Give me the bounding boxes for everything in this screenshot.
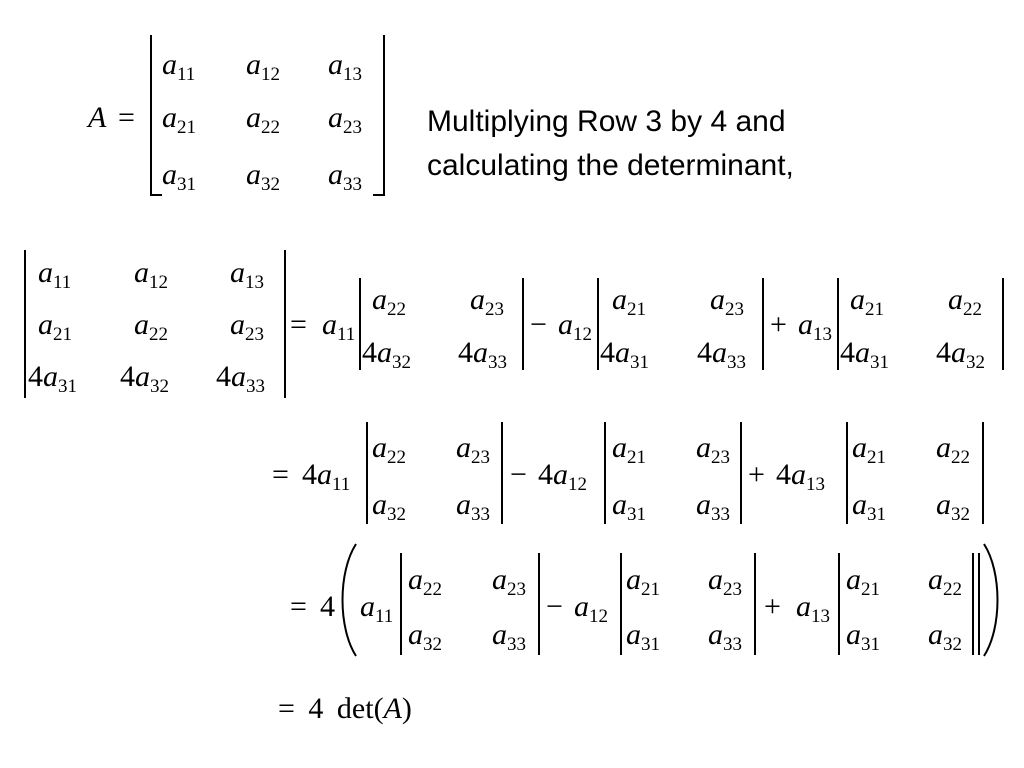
det-bar-right (284, 250, 286, 398)
coef-a13-1: $a_{13}$ (798, 308, 832, 345)
l2-m2-a31: $a_{31}$ (612, 488, 646, 525)
l3-m1-a33: $a_{33}$ (492, 618, 526, 655)
coef-4a13-2: $4a_{13}$ (776, 458, 825, 495)
entry-a12: $a_{12}$ (246, 48, 280, 85)
eq-1: = (290, 308, 307, 341)
m1-4a33: $4a_{33}$ (458, 336, 507, 373)
l3-m3-a21: $a_{21}$ (846, 563, 880, 600)
paren-right (980, 542, 1004, 658)
paren-left (336, 542, 360, 658)
m1-a22: $a_{22}$ (372, 283, 406, 320)
big-a21: $a_{21}$ (38, 308, 72, 345)
m1-a23: $a_{23}$ (470, 283, 504, 320)
minor1-bar-left (359, 278, 361, 370)
eq-2: = (272, 458, 289, 491)
l2-m1-a23: $a_{23}$ (456, 431, 490, 468)
entry-a21: $a_{21}$ (162, 101, 196, 138)
l2-minor2-bar-left (604, 422, 606, 524)
l2-m2-a33: $a_{33}$ (696, 488, 730, 525)
coef-a12-1: $a_{12}$ (558, 308, 592, 345)
entry-a31: $a_{31}$ (162, 158, 196, 195)
l2-m1-a33: $a_{33}$ (456, 488, 490, 525)
l3-m3-a22: $a_{22}$ (928, 563, 962, 600)
entry-a32: $a_{32}$ (246, 158, 280, 195)
l2-m3-a31: $a_{31}$ (852, 488, 886, 525)
minus-2: − (510, 458, 527, 491)
entry-a33: $a_{33}$ (328, 158, 362, 195)
l3-m2-a21: $a_{21}$ (626, 563, 660, 600)
l2-minor1-bar-right (501, 422, 503, 524)
det-bar-left (24, 250, 26, 398)
minor3-bar-right (1002, 278, 1004, 370)
eq-3: = (290, 590, 307, 623)
coef-a12-3: $a_{12}$ (574, 590, 608, 627)
entry-a13: $a_{13}$ (328, 48, 362, 85)
big-a11: $a_{11}$ (38, 256, 72, 293)
minor2-bar-right (762, 278, 764, 370)
l2-m2-a23: $a_{23}$ (696, 431, 730, 468)
l3-minor1-bar-right (538, 553, 540, 655)
big-a23: $a_{23}$ (230, 308, 264, 345)
l2-minor1-bar-left (366, 422, 368, 524)
l3-m1-a32: $a_{32}$ (408, 618, 442, 655)
l2-minor3-bar-left (846, 422, 848, 524)
big-a12: $a_{12}$ (134, 256, 168, 293)
bracket-left-foot (150, 194, 162, 196)
l2-m3-a21: $a_{21}$ (852, 431, 886, 468)
entry-a22: $a_{22}$ (246, 101, 280, 138)
big-4a31: $4a_{31}$ (28, 360, 77, 397)
coef-4a12-2: $4a_{12}$ (538, 458, 587, 495)
slide-caption (427, 100, 794, 188)
l3-m1-a22: $a_{22}$ (408, 563, 442, 600)
equals-sign: = (118, 101, 135, 134)
m3-4a31: $4a_{31}$ (840, 336, 889, 373)
eq-4: = (278, 692, 295, 725)
minor1-bar-right (522, 278, 524, 370)
minor3-bar-left (837, 278, 839, 370)
l3-minor3-bar-left (838, 553, 840, 655)
l3-m3-a32: $a_{32}$ (928, 618, 962, 655)
matrix-A-ref: A (383, 692, 402, 725)
l3-m2-a33: $a_{33}$ (708, 618, 742, 655)
l2-m1-a32: $a_{32}$ (372, 488, 406, 525)
l3-minor3-bar-right (972, 553, 974, 655)
bracket-right (383, 35, 385, 195)
l3-minor2-bar-right (754, 553, 756, 655)
entry-a11: $a_{11}$ (162, 48, 196, 85)
big-a22: $a_{22}$ (134, 308, 168, 345)
coef-a13-3: $a_{13}$ (796, 590, 830, 627)
plus-1: + (770, 308, 787, 341)
m2-a23: $a_{23}$ (710, 283, 744, 320)
plus-2: + (748, 458, 765, 491)
m2-a21: $a_{21}$ (612, 283, 646, 320)
l3-minor2-bar-left (620, 553, 622, 655)
matrix-name-A: A (88, 101, 107, 134)
bracket-right-foot (373, 194, 385, 196)
m3-a21: $a_{21}$ (850, 283, 884, 320)
big-4a33: $4a_{33}$ (216, 360, 265, 397)
m3-a22: $a_{22}$ (948, 283, 982, 320)
m2-4a31: $4a_{31}$ (600, 336, 649, 373)
l2-minor3-bar-right (982, 422, 984, 524)
lparen: ( (373, 692, 384, 725)
coef-a11-1: $a_{11}$ (322, 308, 356, 345)
bracket-left (150, 35, 152, 195)
m3-4a32: $4a_{32}$ (936, 336, 985, 373)
minor2-bar-left (597, 278, 599, 370)
final-expression (278, 694, 412, 724)
l2-m1-a22: $a_{22}$ (372, 431, 406, 468)
entry-a23: $a_{23}$ (328, 101, 362, 138)
m2-4a33: $4a_{33}$ (697, 336, 746, 373)
m1-4a32: $4a_{32}$ (362, 336, 411, 373)
l3-m3-a31: $a_{31}$ (846, 618, 880, 655)
caption-line-1: Multiplying Row 3 by 4 and (427, 105, 786, 138)
factor-4: 4 (320, 590, 335, 623)
l2-m2-a21: $a_{21}$ (612, 431, 646, 468)
l2-m3-a32: $a_{32}$ (936, 488, 970, 525)
coef-a11-3: $a_{11}$ (360, 590, 394, 627)
l3-m2-a31: $a_{31}$ (626, 618, 660, 655)
plus-3: + (764, 590, 781, 623)
det-label: det (336, 692, 374, 725)
minus-1: − (530, 308, 547, 341)
l2-m3-a22: $a_{22}$ (936, 431, 970, 468)
minus-3: − (546, 590, 563, 623)
l3-m2-a23: $a_{23}$ (708, 563, 742, 600)
big-a13: $a_{13}$ (230, 256, 264, 293)
l2-minor2-bar-right (740, 422, 742, 524)
factor-4-final: 4 (308, 692, 324, 725)
l3-m1-a23: $a_{23}$ (492, 563, 526, 600)
coef-4a11-2: $4a_{11}$ (302, 458, 351, 495)
rparen: ) (401, 692, 412, 725)
big-4a32: $4a_{32}$ (120, 360, 169, 397)
caption-line-2: calculating the determinant, (427, 149, 794, 182)
l3-minor1-bar-left (400, 553, 402, 655)
